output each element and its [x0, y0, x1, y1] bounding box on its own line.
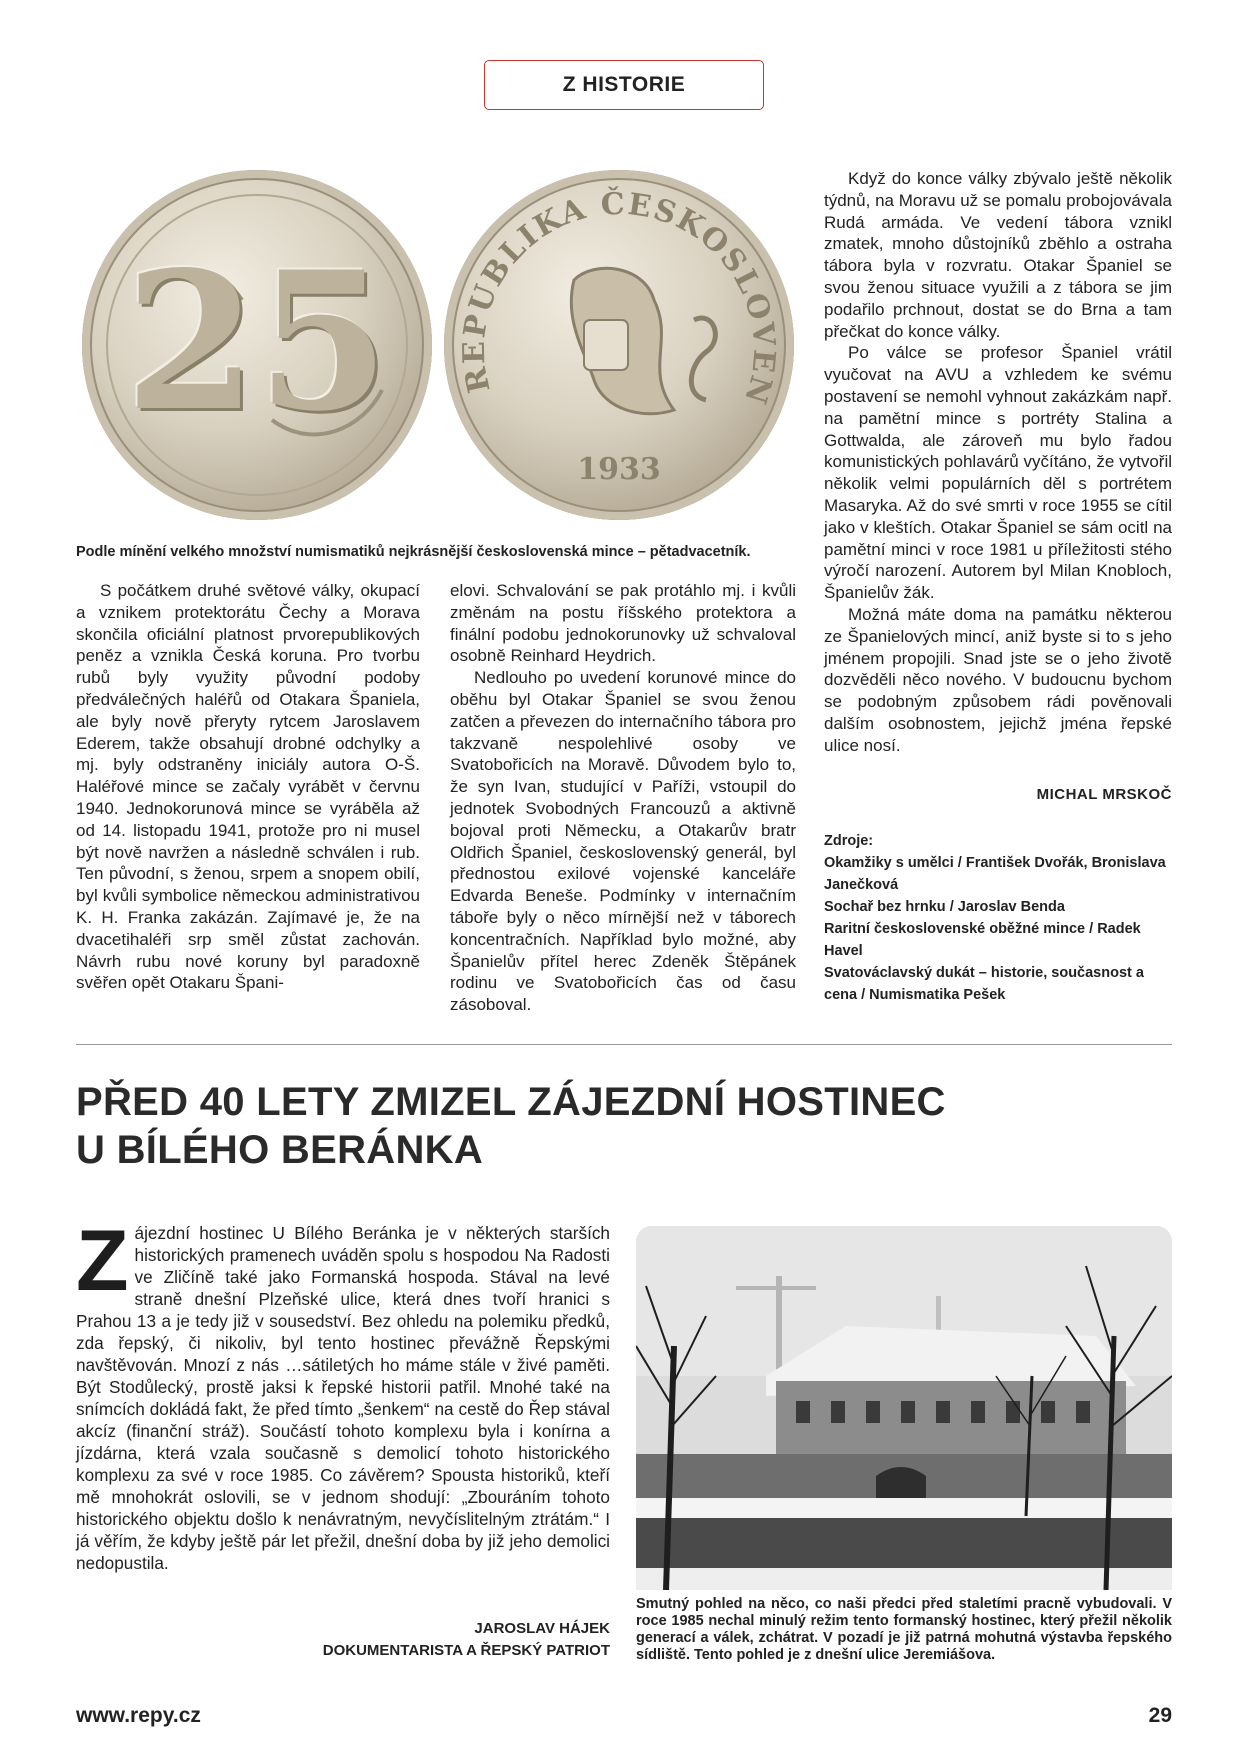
footer-url[interactable]: www.repy.cz	[76, 1704, 201, 1727]
section-label: Z HISTORIE	[484, 60, 764, 110]
inn-photo-scene	[636, 1226, 1172, 1590]
article1-column-2	[450, 580, 796, 1016]
section-divider	[76, 1044, 1172, 1045]
headline-line: U BÍLÉHO BERÁNKA	[76, 1128, 484, 1172]
article2-body	[76, 1213, 610, 1574]
author-name: JAROSLAV HÁJEK	[474, 1620, 610, 1637]
article1-author: MICHAL MRSKOČ	[1036, 786, 1172, 803]
source-item: Svatováclavský dukát – historie, současnost a cena / Numismatika Pešek	[824, 965, 1144, 1003]
article1-paragraph: Nedlouho po uvedení korunové mince do oběhu byl Otakar Španiel se svou ženou zatčen a převezen do internačního tábora pro takzvaně nespolehlivé osoby ve Svatobořicích na Moravě. Důvodem bylo to, že syn Ivan, studující v Paříži, vstoupil do jednotek Svobodných Francouzů a aktivně bojoval proti Německu, a Otakarův bratr Oldřich Španiel, československý generál, byl přednostou exilové vojenské kanceláře Edvarda Beneše. Podmínky v internačním táboře byly o něco mírnější než v táborech koncentračních. Například bylo možné, aby Španielův přítel herec Zdeněk Štěpánek rodinu ve Svatobořicích čas od času zásoboval.	[450, 668, 796, 1015]
article2-author	[200, 1618, 610, 1662]
inn-photo	[636, 1226, 1172, 1590]
article2-headline	[76, 1078, 1076, 1174]
coin-ring-text: REPUBLIKA ČESKOSLOVEN	[456, 186, 782, 410]
article2-text: ájezdní hostinec U Bílého Beránka je v některých starších historických pramenech uváděn spolu s hospodou Na Radosti ve Zličíně také jako Formanská hospoda. Stával na levé straně dnešní Plzeňské ulice, která dnes tvoří hranici s Prahou 13 a je tedy již v sousedství. Bez ohledu na polemiku předků, zda řepský, či nikoliv, byl tento hostinec převážně Řepskými navštěvován. Mnozí z nás …sátiletých ho máme stále v živé paměti. Být Stodůlecký, prostě jaksi k řepské historii patřil. Mnohé také na snímcích dokládá fakt, že před tímto „šenkem“ na cestě do Řep stával akcíz (finanční stráž). Součástí tohoto komplexu byla i konírna a jízdárna, která vzala současně s demolicí tohoto historického komplexu za své v roce 1985. Co závěrem? Spousta historiků, kteří mě mnohokrát oslovili, se v jednom shodují: „Zbouráním tohoto historického objektu došlo k nenávratným, nevyčíslitelným ztrátám.“ I já věřím, že kdyby ještě pár let přežil, dnešní doba by již jeho demolici nedopustila.	[76, 1223, 610, 1573]
article1-paragraph: Po válce se profesor Španiel vrátil vyučovat na AVU a vzhledem ke svému postavení se nemohl vyhnout zakázkám např. na pamětní mince s portréty Stalina a Gottwalda, ale zároveň mu bylo řadou komunistických pohlavárů vyčítáno, že vytvořil několik velmi populárních děl s portrétem Masaryka. Až do své smrti v roce 1955 se cítil jako v kleštích. Otakar Španiel se sám ocitl na pamětní minci v roce 1981 u příležitosti stého výročí narození. Autorem byl Milan Knobloch, Španielův žák.	[824, 343, 1172, 603]
coin-year: 1933	[577, 452, 661, 487]
coins-caption: Podle mínění velkého množství numismatiků nejkrásnější československá mince – pětadvacetník.	[76, 544, 751, 560]
sources-title: Zdroje:	[824, 833, 874, 849]
source-item: Raritní československé oběžné mince / Radek Havel	[824, 921, 1141, 959]
sources-list	[824, 830, 1172, 1006]
coin-reverse-image	[444, 170, 794, 520]
article1-paragraph: Když do konce války zbývalo ještě několik týdnů, na Moravu už se pomalu probojovávala Rudá armáda. Ve vedení tábora vznikl zmatek, mnoho důstojníků zběhlo a ostraha tábora byla v rozvratu. Otakar Španiel se svou ženou situace využili a z tábora se jim podařilo prchnout, dostat se do Brna a tam přečkat do konce války.	[824, 169, 1172, 341]
coin-obverse-image	[82, 170, 432, 520]
article1-paragraph: Možná máte doma na památku některou ze Španielových mincí, aniž byste si to s jeho jménem propojili. Snad jste se o jeho životě dozvěděli něco nového. V budoucnu bychom se podobným způsobem rádi pověnovali dalším osobnostem, jejichž jména řepské ulice nosí.	[824, 604, 1172, 755]
page-number: 29	[1148, 1704, 1172, 1727]
article1-column-1	[76, 580, 420, 994]
coin-denomination: 25	[124, 230, 390, 453]
source-item: Okamžiky s umělci / František Dvořák, Bronislava Janečková	[824, 855, 1166, 893]
article1-paragraph: S počátkem druhé světové války, okupací a vznikem protektorátu Čechy a Morava skončila oficiální platnost prvorepublikových peněz a vznikla Česká koruna. Pro tvorbu rubů byly využity původní podoby předválečných haléřů od Otakara Španiela, ale byly nově přeryty rytcem Jaroslavem Ederem, takže obsahují drobné odchylky a mj. byly odstraněny iniciály autora O-Š. Haléřové mince se začaly vyrábět v červnu 1940. Jednokorunová mince se vyráběla až od 14. listopadu 1941, protože pro ni musel být nově navržen a následně schválen i rub. Ten původní, s ženou, srpem a snopem obilí, byl kvůli symbolice německou administrativou K. H. Franka zakázán. Zajímavé je, že na dvacetihaléři srp směl zůstat zachován. Návrh rubu nové koruny byl paradoxně svěřen opět Otakaru Špani-	[76, 581, 420, 993]
source-item: Sochař bez hrnku / Jaroslav Benda	[824, 899, 1065, 915]
author-role: DOKUMENTARISTA A ŘEPSKÝ PATRIOT	[322, 1642, 610, 1659]
article1-paragraph: elovi. Schvalování se pak protáhlo mj. i kvůli změnám na postu říšského protektora a finální podobu jednokorunovky už schvaloval osobně Reinhard Heydrich.	[450, 581, 796, 666]
drop-cap: Z	[76, 1213, 129, 1309]
article1-column-3	[824, 168, 1172, 757]
headline-line: PŘED 40 LETY ZMIZEL ZÁJEZDNÍ HOSTINEC	[76, 1080, 946, 1124]
photo-caption: Smutný pohled na něco, co naši předci před staletími pracně vybudovali. V roce 1985 nechal minulý režim tento formanský hostinec, který přežil několik generací a válek, zchátrat. V pozadí je již patrná mohutná výstavba řepského sídliště. Tento pohled je z dnešní ulice Jeremiášova.	[636, 1596, 1172, 1663]
